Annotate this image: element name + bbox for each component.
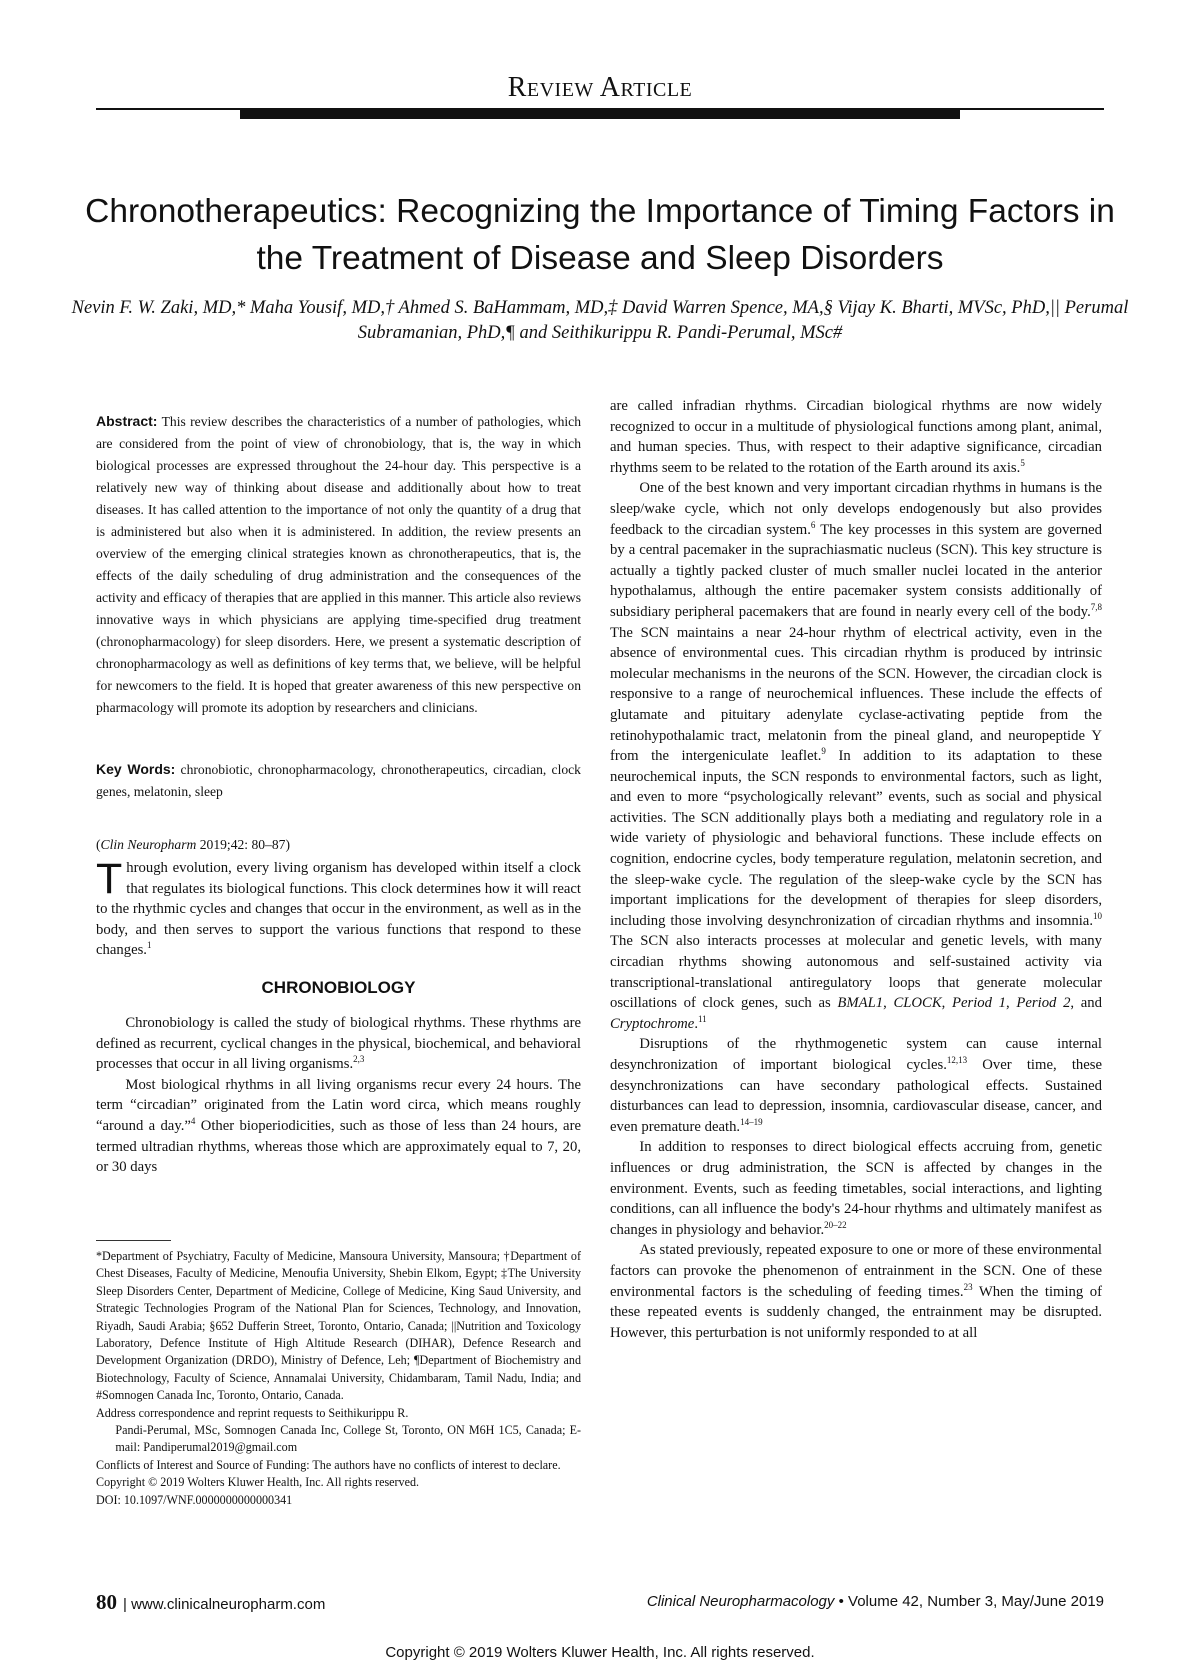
separator: , and: [1070, 995, 1102, 1012]
author-list: Nevin F. W. Zaki, MD,* Maha Yousif, MD,† Ahmed S. BaHammam, MD,‡ David Warren Spence, MA,§ Vijay K. Bharti, MVSc, PhD,|| Perumal Subramanian, PhD,¶ and Seithikurippu R. Pandi-Perumal, MSc#: [71, 298, 1129, 343]
footer-right: [560, 1593, 1104, 1610]
reference-marker: 10: [1093, 910, 1102, 921]
paragraph: [96, 1013, 581, 1075]
reference-marker: 23: [963, 1281, 973, 1292]
abstract: [96, 410, 581, 719]
reference-marker: 6: [810, 519, 816, 530]
paragraph-text: Over time, these desynchronizations can have secondary pathological effects. Sustained disturbances can lead to depression, insomnia, cardiovascular disease, cancer, and even premature death.: [610, 1057, 1102, 1135]
intro-paragraph: [96, 855, 581, 961]
separator: ,: [883, 995, 894, 1012]
gene-name: Cryptochrome: [610, 1015, 695, 1032]
paragraph: [610, 1034, 1102, 1137]
keywords-label: Key Words:: [96, 761, 176, 777]
paragraph-text: The SCN also interacts processes at molecular and genetic levels, with many circadian rhythms showing autonomous and self-sustained activity via transcriptional-translational antiregulatory loops that generate molecular oscillations of clock genes, such as: [610, 933, 1102, 1012]
citation-journal: Clin Neuropharm: [100, 837, 197, 852]
reference-marker: 9: [821, 746, 826, 757]
footer-journal: Clinical Neuropharmacology: [646, 1593, 835, 1610]
footnotes: [96, 1248, 581, 1509]
separator: .: [694, 1015, 698, 1032]
doi: DOI: 10.1097/WNF.0000000000000341: [96, 1492, 293, 1507]
bottom-copyright: Copyright © 2019 Wolters Kluwer Health, Inc. All rights reserved.: [385, 1644, 815, 1661]
copyright-note: Copyright © 2019 Wolters Kluwer Health, Inc. All rights reserved.: [96, 1475, 420, 1490]
reference-marker: 12,13: [946, 1055, 968, 1066]
separator: ,: [1006, 995, 1017, 1012]
correspondence-address-cont: Pandi-Perumal, MSc, Somnogen Canada Inc, College St, Toronto, ON M6H 1C5, Canada; E-mail: Pandiperumal2019@gmail.com: [115, 1423, 581, 1455]
reference-marker: 7,8: [1090, 602, 1102, 613]
paragraph-text: In addition to responses to direct biological effects accruing from, genetic influences or drug administration, the SCN is affected by changes in the environment. Events, such as feeding timetables, social interactions, and lighting conditions, can all influence the body's 24-hour rhythms and ultimately manifest as changes in physiology and behavior.: [610, 1139, 1102, 1238]
keywords: [96, 758, 581, 803]
paragraph-text: Most biological rhythms in all living organisms recur every 24 hours. The term “circadian” originated from the Latin word circa, which means roughly “around a day.”: [96, 1076, 581, 1134]
paragraph-text: The SCN maintains a near 24-hour rhythm of electrical activity, even in the absence of environmental cues. This circadian rhythm is produced by intrinsic molecular mechanisms in the neurons of the SCN. However, the circadian clock is responsive to a range of neurochemical influences. These include the effects of glutamate and pituitary adenylate cyclase-activating peptide from the retinohypothalamic tract, melatonin from the pineal gland, and neuropeptide Y from the intergeniculate leaflet.: [610, 624, 1102, 765]
reference-marker: 5: [1020, 457, 1025, 468]
separator: ,: [941, 995, 953, 1012]
affiliations: *Department of Psychiatry, Faculty of Medicine, Mansoura University, Mansoura; †Department of Chest Diseases, Faculty of Medicine, Menoufia University, Shebin Elkom, Egypt; ‡The University Sleep Disorders Center, Department of Medicine, College of Medicine, King Saud University, and Strategic Technologies Program of the National Plan for Sciences, Technology, and Innovation, Riyadh, Saudi Arabia; §652 Dufferin Street, Toronto, Ontario, Canada; ||Nutrition and Toxicology Laboratory, Defence Institute of High Altitude Research (DIHAR), Defence Research and Development Organization (DRDO), Ministry of Defence, Leh; ¶Department of Biochemistry and Biotechnology, Faculty of Science, Annamalai University, Chidambaram, Tamil Nadu, India; and #Somnogen Canada Inc, Toronto, Ontario, Canada.: [96, 1249, 581, 1403]
right-column: [610, 396, 1102, 1343]
paragraph-text: One of the best known and very important circadian rhythms in humans is the sleep/wake cycle, which not only develops endogenously but also provides feedback to the circadian system.: [610, 480, 1102, 538]
paragraph-text: Other bioperiodicities, such as those of less than 24 hours, are termed ultradian rhythms, whereas those which are approximately equal to 7, 20, or 30 days: [96, 1117, 581, 1176]
reference-marker: 4: [190, 1116, 196, 1127]
section-heading-chronobiology: CHRONOBIOLOGY: [261, 978, 416, 997]
paragraph: [610, 1240, 1102, 1343]
gene-name: Period 2: [1016, 995, 1071, 1012]
correspondence-address: Address correspondence and reprint requests to Seithikurippu R.: [96, 1405, 409, 1420]
chronobiology-section: [96, 1013, 581, 1178]
footer-issue: Volume 42, Number 3, May/June 2019: [848, 1593, 1104, 1610]
paragraph: [610, 1137, 1102, 1240]
article-title: Chronotherapeutics: Recognizing the Importance of Timing Factors in the Treatment of Disease and Sleep Disorders: [85, 193, 1115, 277]
paragraph-text: Chronobiology is called the study of biological rhythms. These rhythms are defined as recurrent, cyclical changes in the physical, biochemical, and behavioral processes that occur in all living organisms.: [96, 1015, 581, 1073]
citation-details: 2019;42: 80–87): [196, 837, 290, 852]
reference-marker: 11: [697, 1013, 707, 1024]
paragraph: [610, 478, 1102, 1034]
paragraph: [610, 396, 1102, 478]
intro-text: hrough evolution, every living organism has developed within itself a clock that regulates its biological functions. This clock determines how it will react to the rhythmic cycles and changes that occur in the environment, as well as in the body, and then serves to support the various functions that respond to these changes.: [96, 860, 581, 959]
footer-bullet: •: [838, 1593, 844, 1610]
paragraph-text: The key processes in this system are governed by a central pacemaker in the suprachiasmatic nucleus (SCN). This key structure is actually a tightly packed cluster of much smaller nuclei located in the anterior hypothalamus, although the entire pacemaker system consists additionally of subsidiary peripheral pacemakers that are found in nearly every cell of the body.: [610, 521, 1102, 620]
conflicts-of-interest: Conflicts of Interest and Source of Funding: The authors have no conflicts of interest to declare.: [96, 1457, 561, 1472]
keywords-text: chronobiotic, chronopharmacology, chronotherapeutics, circadian, clock genes, melatonin, sleep: [96, 762, 581, 799]
section-label: Review Article: [507, 72, 693, 103]
drop-cap: T: [96, 855, 123, 903]
header-rule-thick: [240, 110, 960, 119]
paragraph-text: Disruptions of the rhythmogenetic system can cause internal desynchronization of important biological cycles.: [610, 1036, 1102, 1073]
gene-name: BMAL1: [837, 995, 884, 1012]
footer-separator: |: [123, 1596, 127, 1613]
reference-marker: 20–22: [824, 1219, 847, 1230]
citation: (Clin Neuropharm 2019;42: 80–87): [96, 837, 290, 852]
abstract-label: Abstract:: [96, 413, 158, 429]
paragraph-text: When the timing of these repeated events is suddenly changed, the entrainment may be disrupted. However, this perturbation is not uniformly responded to at all: [610, 1283, 1102, 1341]
reference-marker: 2,3: [353, 1054, 365, 1065]
page-number: 80: [96, 1590, 117, 1614]
reference-marker: 14–19: [740, 1116, 763, 1127]
footer-left: [96, 1590, 325, 1615]
footnote-rule: [96, 1240, 171, 1241]
abstract-text: This review describes the characteristics of a number of pathologies, which are considered from the point of view of chronobiology, that is, the way in which biological processes are expressed throughout the 24-hour day. This perspective is a relatively new way of thinking about disease and additionally about how to treat diseases. It has called attention to the importance of not only the quantity of a drug that is administered but also when it is administered. In addition, the review presents an overview of the emerging clinical strategies known as chronotherapeutics, that is, the effects of the daily scheduling of drug administration and the consequences of the activity and efficacy of therapies that are applied in this manner. This article also reviews innovative ways in which physicians are applying time-specified drug treatment (chronopharmacology) for sleep disorders. Here, we present a systematic description of chronopharmacology as well as definitions of key terms that, we believe, will be helpful for newcomers to the field. It is hoped that greater awareness of this new perspective on pharmacology will promote its adoption by researchers and clinicians.: [96, 414, 581, 715]
gene-name: Period 1: [952, 995, 1007, 1012]
journal-website-link[interactable]: www.clinicalneuropharm.com: [131, 1596, 326, 1613]
paragraph-text: are called infradian rhythms. Circadian biological rhythms are now widely recognized to occur in a multitude of physiological functions among plant, animal, and human species. Thus, with respect to their adaptive significance, circadian rhythms seem to be related to the rotation of the Earth around its axis.: [610, 398, 1102, 476]
paragraph-text: In addition to its adaptation to these neurochemical inputs, the SCN responds to environmental factors, such as light, and even to more “psychologically relevant” events, such as social and physical activities. The SCN additionally plays both a mediating and regulatory role in a wide variety of physiologic and behavioral functions. These include effects on cognition, endocrine cycles, body temperature regulation, melatonin secretion, and the sleep-wake cycle. The regulation of the sleep-wake cycle by the SCN has important implications for the development of therapies for sleep disorders, including those involving desynchronization of circadian rhythms and insomnia.: [610, 748, 1103, 929]
gene-name: CLOCK: [893, 995, 942, 1012]
paragraph-text: As stated previously, repeated exposure to one or more of these environmental factors can provoke the phenomenon of entrainment in the SCN. One of these environmental factors is the scheduling of feeding times.: [610, 1242, 1102, 1300]
reference-marker: 1: [146, 940, 152, 951]
paragraph: [96, 1075, 581, 1178]
